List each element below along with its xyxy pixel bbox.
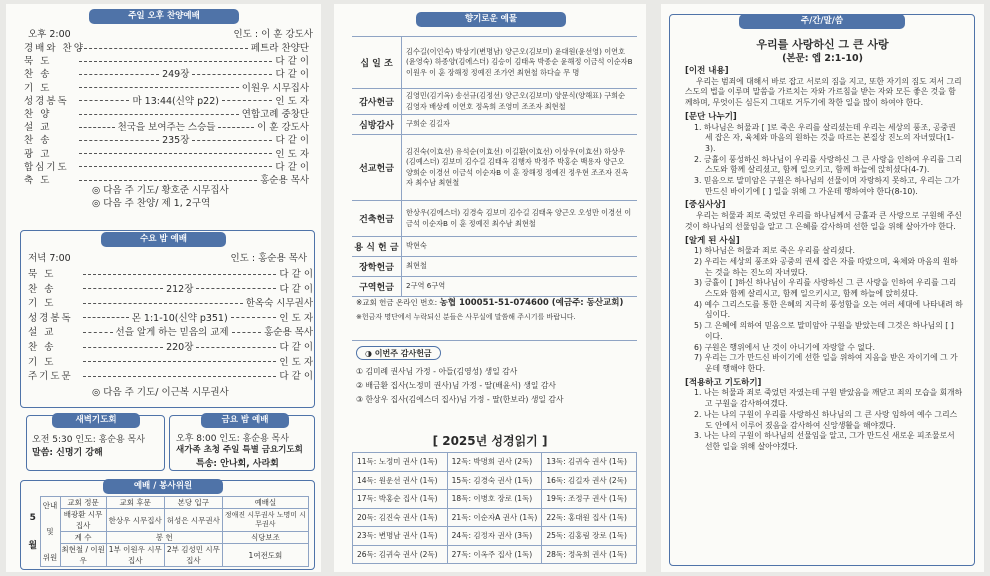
sermon-paragraph: 2) 우리는 세상의 풍조와 공중의 권세 잡은 자를 따랐으며, 육체와 마음의 원하는 것을 하는 진노의 자녀였다. (694, 256, 958, 277)
sermon-heading: 우리를 사랑하신 그 큰 사랑 (756, 38, 889, 51)
worship-person: 한옥숙 시무권사 (245, 298, 313, 310)
worship-role: 축 도 (24, 175, 52, 186)
bible-reading-row (353, 453, 637, 472)
worship-role: 기 도 (28, 356, 56, 368)
bible-reading-row (353, 508, 637, 527)
worship-role: 찬 송 (24, 69, 52, 81)
worship-person: 다 같 이 (275, 135, 309, 147)
worship-role: 경배와 찬양 (24, 43, 85, 54)
offering-names: 최현철 (406, 261, 427, 271)
worship-role: 기 도 (28, 298, 56, 310)
worship-person: 인 도 자 (275, 95, 309, 107)
offering-row (352, 135, 637, 201)
offering-category: 감사헌금 (352, 89, 402, 114)
friday-special: 새가족 초청 주일 특별 금요기도회 (176, 445, 303, 455)
bible-reading-row (353, 490, 637, 509)
bible-reading-entry: 16독: 김길자 권사 (2독) (542, 471, 637, 490)
worship-person: 다 같 이 (279, 342, 313, 353)
friday-service-title: 금요 밤 예배 (201, 413, 289, 428)
volunteers-chapel: 정애진 시무권사 노명미 시무권사 (222, 509, 308, 532)
worship-order-row (28, 281, 313, 295)
offering-row (352, 257, 637, 277)
worship-person: 다 같 이 (275, 161, 309, 173)
offering-row (352, 115, 637, 135)
sermon-paragraph: 4) 예수 그리스도를 통한 은혜의 지극히 풍성함을 오는 여러 세대에 나타내려 하심이다. (694, 299, 963, 320)
offering-names: 한상우(김에스더) 김경숙 김보미 김수길 김태옥 양근오 오성만 이경선 이금석 이순자B 이 훈 정예진 최수남 최현철 (406, 208, 632, 228)
worship-content: 235장 (162, 135, 190, 147)
volunteers-side-1: 안내 (42, 501, 58, 510)
birthday-item: ② 배금환 집사(노정미 권사)님 가정 - 딸(배윤서) 생일 감사 (356, 381, 556, 390)
worship-person: 다 같 이 (275, 56, 309, 68)
worship-person: 연합고례 중창단 (241, 109, 309, 120)
sunday-time: 오후 2:00 (28, 29, 71, 40)
worship-content: 마 13:44(신약 p22) (132, 95, 219, 107)
sermon-paragraph: 5) 그 은혜에 의하여 믿음으로 말미암아 구원을 받았는데 그것은 하나님의 [ ] 이다. (694, 321, 954, 341)
bible-reading-row (353, 545, 637, 564)
worship-role: 찬 송 (24, 135, 52, 147)
worship-content: 220장 (166, 342, 194, 353)
volunteers-title: 예배 / 봉사위원 (103, 479, 223, 494)
offerings-table (352, 36, 637, 297)
birthday-item: ① 김미례 권사님 가정 - 아들(김영성) 생일 감사 (356, 367, 518, 376)
volunteers-header-count: 계 수 (60, 532, 106, 544)
offering-row (352, 237, 637, 257)
bulletin-panel-sermon (661, 4, 984, 572)
worship-role: 찬 송 (28, 342, 56, 353)
sunday-leader: 인도 : 이 훈 강도사 (233, 29, 313, 40)
volunteers-header-entrance: 본당 입구 (164, 497, 222, 509)
dawn-prayer-title: 새벽기도회 (52, 413, 140, 428)
bible-reading-row (353, 471, 637, 490)
sermon-section-heading: [적용하고 기도하기] (685, 377, 762, 388)
worship-content: 249장 (162, 69, 190, 81)
sermon-paragraph: 우리는 범죄에 대해서 바로 잡고 서로의 짐을 지고, 또한 자기의 짐도 져서 그리스도의 법을 이루며 말씀을 가르치는 자와 가르침을 받는 자와 모든 좋은 것을 함께하며, 무엇이든 심든지 그대로 거두기에 착한 일을 많이 하여야 한다. (685, 76, 962, 108)
worship-order-row (24, 106, 309, 120)
worship-person: 이원우 시무집사 (241, 82, 309, 94)
worship-role: 합심기도 (24, 161, 69, 173)
sermon-paragraph: 3) 긍휼이 [ ]하신 하나님이 우리를 사랑하신 그 큰 사랑을 인하여 우리를 그리스도와 함께 살리시고, 함께 일으키시고, 함께 하늘에 앉히셨다. (694, 278, 957, 299)
volunteers-offering-2: 2부 김성민 시무집사 (164, 544, 222, 567)
bible-reading-entry: 20독: 김진숙 권사 (1독) (353, 508, 448, 527)
offering-category: 용 식 헌 금 (352, 237, 402, 256)
bible-reading-entry: 12독: 박명희 권사 (2독) (447, 453, 542, 472)
volunteers-header-back: 교회 후문 (106, 497, 164, 509)
sermon-section-title: 주/간/말/씀 (739, 14, 905, 29)
offering-category: 건축헌금 (352, 201, 402, 236)
bible-reading-entry: 18독: 이병호 장로 (1독) (447, 490, 542, 509)
worship-role: 묵 도 (28, 269, 56, 280)
volunteers-offering-1: 1부 이원우 시무집사 (106, 544, 164, 567)
worship-order-row (24, 119, 309, 133)
offering-names: 김진숙(이효선) 유석순(이효선) 이길환(이효선) 이상우(이효선) 하상우(김예스더) 김보미 김수길 김태옥 김행자 박정주 박홍순 백용자 양근오 양희순 이경선 이금석 이순자B 이 훈 장해정 정예진 정우현 조조자 진옥자 최수남 최현철 (406, 146, 629, 187)
bible-reading-entry: 17독: 박홍순 집사 (1독) (353, 490, 448, 509)
birthdays-section (352, 340, 637, 341)
worship-role: 성경봉독 (24, 95, 69, 107)
worship-order-row (24, 53, 309, 67)
worship-role: 묵 도 (24, 56, 52, 68)
offering-category: 장학헌금 (352, 257, 402, 276)
offering-account-prefix: ※교회 헌금 온라인 번호: (356, 298, 440, 307)
bible-reading-entry: 19독: 조정구 권사 (1독) (542, 490, 637, 509)
sermon-paragraph: 6) 구원은 행위에서 난 것이 아니기에 자랑할 수 없다. (694, 342, 875, 352)
worship-role: 광 고 (24, 148, 52, 160)
worship-content: 천국을 보여주는 스승들 (117, 122, 216, 134)
worship-order-row (24, 66, 309, 80)
bible-reading-entry: 25독: 김홍림 장로 (1독) (542, 527, 637, 546)
volunteers-front: 배광환 시무집사 (60, 509, 106, 532)
volunteers-count: 최현철 / 이원우 (61, 545, 105, 565)
worship-role: 기 도 (24, 82, 52, 94)
bible-reading-row (353, 527, 637, 546)
bible-reading-entry: 22독: 홍대원 집사 (1독) (542, 508, 637, 527)
sermon-section-heading: [이전 내용] (685, 66, 729, 76)
friday-time: 오후 8:00 인도: 홍순용 목사 (176, 434, 289, 444)
birthdays-title: ◑ 이번주 감사헌금 (356, 346, 441, 360)
sermon-paragraph: 2. 나는 나의 구원이 우리를 사랑하신 하나님의 그 큰 사랑 임하여 예수 그리스도 안에서 이루어 졌음을 감사하여 신앙생활을 해야겠다. (694, 409, 958, 430)
worship-order-row (28, 339, 313, 353)
bulletin-panel-services (6, 4, 321, 572)
sermon-body (685, 66, 963, 453)
sermon-paragraph: 우리는 허물과 죄로 죽었던 우리를 하나님께서 긍휼과 큰 사랑으로 구원해 주신 것이 하나님의 선물임을 알고 그 은혜를 감사하며 선한 일을 위해 살아가야 한다. (685, 211, 962, 231)
worship-role: 설 교 (24, 122, 52, 134)
worship-person: 이 훈 강도사 (257, 122, 309, 134)
offering-account-number: 농협 100051-51-074600 (예금주: 동산교회) (439, 298, 624, 308)
worship-order-row (24, 93, 309, 107)
offering-row (352, 201, 637, 237)
bible-reading-table (352, 452, 637, 564)
sunday-next-prayer: ◎ 다음 주 기도/ 황호준 시무집사 (92, 185, 229, 196)
bible-reading-entry: 26독: 김귀숙 권사 (2독) (353, 545, 448, 564)
worship-content: 212장 (166, 283, 194, 295)
bible-reading-entry: 15독: 김경숙 권사 (1독) (447, 471, 542, 490)
sermon-paragraph: 7) 우리는 그가 만드신 바이기에 선한 일을 위하여 지음을 받은 자이기에 그 가운데 행해야 한다. (694, 353, 958, 373)
bible-reading-entry: 23독: 변명남 권사 (1독) (353, 527, 448, 546)
bible-reading-entry: 14독: 원운선 권사 (1독) (353, 471, 448, 490)
volunteers-side-3: 위원 (42, 553, 58, 562)
worship-person: 다 같 이 (279, 283, 313, 295)
sermon-paragraph: 3. 믿음으로 말미암은 구원은 하나님의 선물이며 자랑하지 못하고, 우리는 그가 만드신 바이기에 [ ] 일을 위해 그 가운데 행하여야 한다(8-10). (694, 176, 960, 196)
offering-category: 심방감사 (352, 115, 402, 134)
worship-order-row (24, 159, 309, 173)
sermon-paragraph: 1. 나는 허물과 죄로 죽었던 자였는데 구원 받았음을 깨닫고 죄의 모습을 회개하고 구원을 감사하여겠다. (694, 388, 963, 409)
worship-role: 찬 양 (24, 109, 52, 120)
worship-person: 인 도 자 (279, 312, 313, 324)
dawn-prayer-time: 오전 5:30 인도: 홍순용 목사 (32, 435, 145, 445)
sunday-service-title: 주일 오후 찬양예배 (89, 9, 239, 24)
offering-category: 구역헌금 (352, 277, 402, 296)
volunteers-table (26, 496, 309, 567)
worship-role: 성경봉독 (28, 312, 73, 324)
bible-reading-entry: 28독: 정옥희 권사 (1독) (542, 545, 637, 564)
offering-missing-note: ※헌금자 명단에서 누락되신 분들은 사무실에 말씀해 주시기를 바랍니다. (356, 313, 576, 321)
worship-order-row (24, 80, 309, 94)
offering-names: 김수길(이인숙) 박상기(변명남) 양근오(김보미) 윤대원(윤선영) 이연호(윤영숙) 하종양(김에스더) 김승이 김태옥 박종순 윤해정 이금석 이순자B 이원우 이 훈 장해정 정예진 조가연 최현철 하다슬 무 명 (406, 46, 633, 77)
offering-row (352, 37, 637, 89)
sermon-paragraph: 3. 나는 나의 구원이 하나님의 선물임을 알고, 그가 만드신 새로운 피조물로서 선한 일을 위해 살아야겠다. (694, 431, 955, 451)
bible-reading-entry: 21독: 이순자A 권사 (1독) (447, 508, 542, 527)
bible-reading-entry: 24독: 김정자 권사 (3독) (447, 527, 542, 546)
offering-names: 김영민(김기옥) 송선규(김정선) 양근오(김보미) 양문식(양해표) 구희순 김영자 배상례 이연호 정옥희 조영미 조조자 최현철 (406, 91, 626, 111)
offering-names: 2구역 6구역 (406, 281, 446, 291)
worship-order-row (28, 310, 313, 324)
worship-role: 설 교 (28, 327, 56, 339)
sermon-paragraph: 1) 하나님은 허물과 죄로 죽은 우리를 살리셨다. (694, 246, 855, 256)
wednesday-time: 저녁 7:00 (28, 253, 71, 264)
worship-role: 주기도문 (28, 371, 73, 383)
bible-reading-entry: 11독: 노정미 권사 (1독) (353, 453, 448, 472)
bible-reading-entry: 13독: 김귀숙 권사 (1독) (542, 453, 637, 472)
sermon-paragraph: 1. 하나님은 허물과 [ ]로 죽은 우리를 살리셨는데 우리는 세상의 풍조, 공중권세 잡은 자, 육체와 마음의 원하는 것을 따르는 본질상 진노의 자녀였다(1-3). (694, 122, 956, 153)
worship-person: 페트라 찬양단 (250, 43, 309, 54)
birthday-item: ③ 한상우 집사(김에스더 집사)님 가정 - 딸(한보라) 생일 감사 (356, 395, 564, 404)
volunteers-month-label: 월 (28, 540, 38, 551)
sermon-section-heading: [문단 나누기] (685, 111, 737, 122)
offering-category: 선교헌금 (352, 135, 402, 200)
worship-order-row (28, 295, 313, 309)
worship-order-row (24, 146, 309, 160)
worship-person: 홍순용 목사 (264, 327, 313, 339)
friday-choir: 특송: 안나회, 사라회 (196, 459, 279, 469)
wednesday-next-prayer: ◎ 다음 주 기도/ 이근복 시무권사 (92, 387, 229, 398)
volunteers-kitchen: 1여전도회 (222, 544, 308, 567)
volunteers-entrance: 허성은 시무권사 (164, 509, 222, 532)
worship-role: 찬 송 (28, 283, 56, 295)
offerings-title: 향기로운 예물 (416, 12, 566, 27)
wednesday-service-title: 수요 밤 예배 (101, 232, 226, 247)
worship-order-row (28, 368, 313, 382)
volunteers-back: 한상우 시무집사 (106, 509, 164, 532)
offering-names: 구희순 김길자 (406, 119, 450, 129)
offering-account-note (356, 296, 623, 308)
sermon-section-heading: [중심사상] (685, 200, 726, 211)
volunteers-header-offering: 봉 헌 (106, 532, 222, 544)
volunteers-header-kitchen: 식당보조 (222, 532, 308, 544)
dawn-prayer-topic: 말씀: 신명기 강해 (32, 448, 103, 458)
worship-person: 다 같 이 (279, 371, 313, 383)
volunteers-side-2: 및 (46, 527, 54, 536)
bible-reading-title: [ 2025년 성경읽기 ] (432, 434, 548, 448)
wednesday-leader: 인도 : 홍순용 목사 (230, 253, 307, 264)
sermon-section-heading: [알게 된 사실] (685, 235, 740, 246)
worship-content: 몬 1:1-10(신약 p351) (131, 312, 228, 324)
worship-person: 인 도 자 (275, 148, 309, 160)
bulletin-panel-offerings (334, 4, 646, 572)
worship-content: 선을 알게 하는 믿음의 교제 (115, 327, 229, 339)
offering-category: 십 일 조 (352, 37, 402, 88)
worship-order-row (24, 40, 309, 54)
sunday-next-praise: ◎ 다음 주 찬양/ 제 1, 2구역 (92, 198, 211, 209)
offering-row (352, 89, 637, 115)
worship-order-row (28, 266, 313, 280)
worship-person: 다 같 이 (279, 269, 313, 280)
worship-order-row (24, 132, 309, 146)
worship-person: 인 도 자 (279, 356, 313, 368)
volunteers-header-front: 교회 정문 (60, 497, 106, 509)
worship-order-row (28, 324, 313, 338)
sermon-scripture: (본문: 엡 2:1-10) (782, 53, 863, 64)
worship-person: 다 같 이 (275, 69, 309, 81)
bible-reading-entry: 27독: 이옥주 집사 (1독) (447, 545, 542, 564)
worship-order-row (28, 354, 313, 368)
volunteers-header-chapel: 예배실 (222, 497, 308, 509)
sermon-paragraph: 2. 긍휼이 풍성하신 하나님이 우리를 사랑하신 그 큰 사랑을 인하여 우리를 그리스도와 함께 살리셨고, 함께 일으키고, 함께 하늘에 앉히셨다(4-7). (694, 154, 963, 175)
volunteers-month-number: 5 (29, 512, 36, 523)
worship-person: 홍순용 목사 (260, 175, 309, 186)
offering-row (352, 277, 637, 297)
offering-names: 박현숙 (406, 241, 427, 251)
